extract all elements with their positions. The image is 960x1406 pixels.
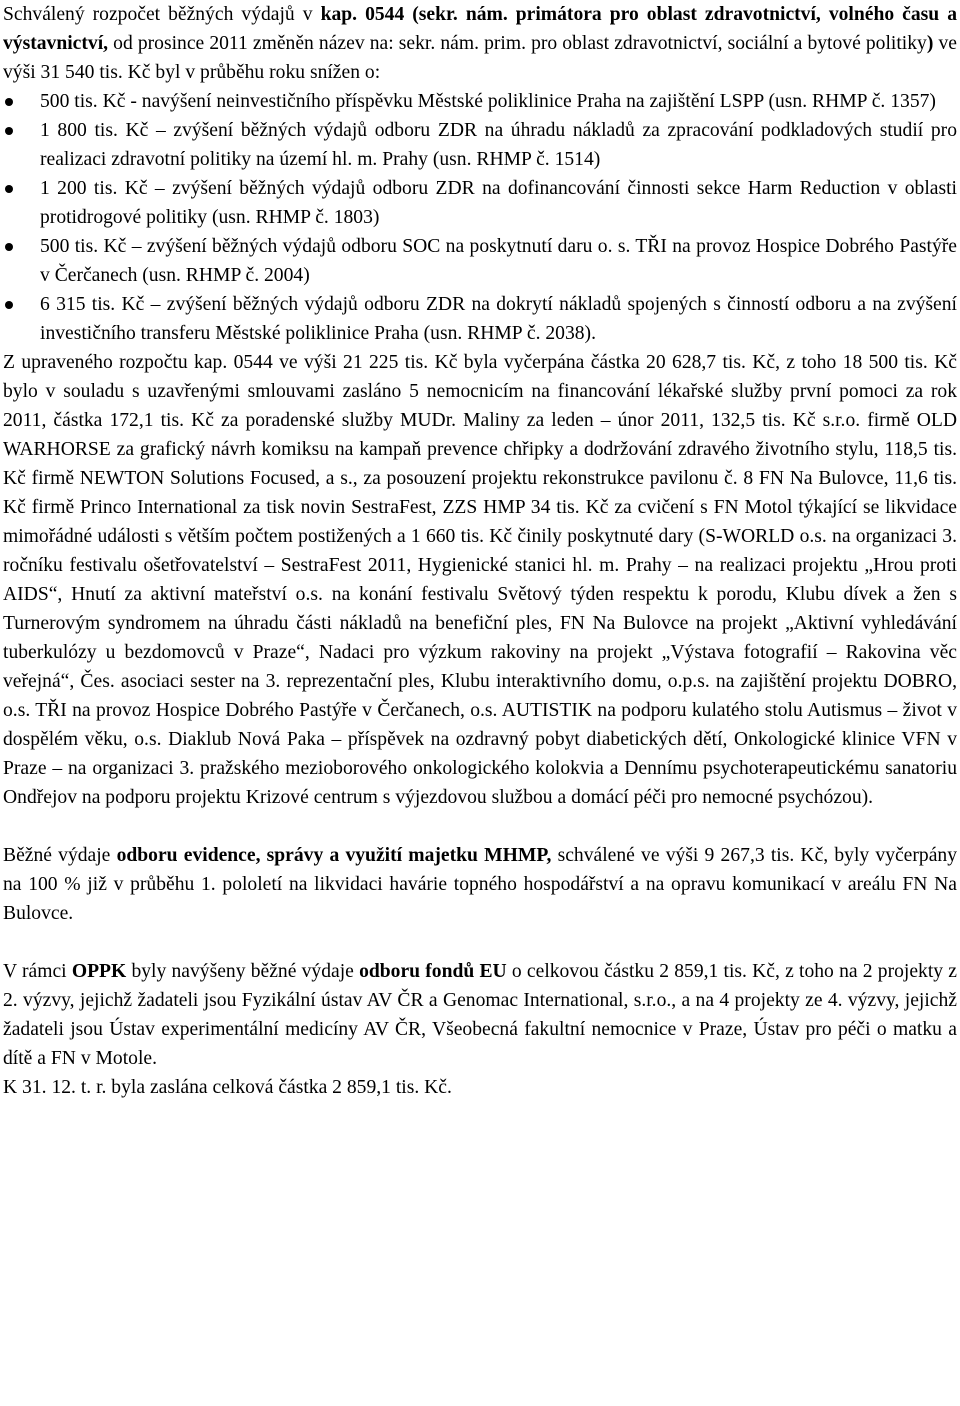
bullet-icon <box>5 127 13 135</box>
list-item-text: 6 315 tis. Kč – zvýšení běžných výdajů odboru ZDR na dokrytí nákladů spojených s činností odboru a na zvýšení investičního transferu Městské poliklinice Praha (usn. RHMP č. 2038). <box>40 294 957 344</box>
intro-bold-chapter: kap. 0544 (sekr. nám. primátora pro oblast zdravotnictví, volného času a výstavnictví, <box>3 4 957 54</box>
intro-text-1: Schválený rozpočet běžných výdajů v <box>3 4 321 25</box>
paragraph-gap <box>3 928 957 957</box>
list-item-text: 500 tis. Kč – zvýšení běžných výdajů odboru SOC na poskytnutí daru o. s. TŘI na provoz Hospice Dobrého Pastýře v Čerčanech (usn. RHMP č. 2004) <box>40 236 957 286</box>
intro-paragraph <box>3 0 957 87</box>
bullet-icon <box>5 243 13 251</box>
list-item <box>3 174 957 232</box>
closing-line: K 31. 12. t. r. byla zaslána celková částka 2 859,1 tis. Kč. <box>3 1077 452 1098</box>
bullet-icon <box>5 185 13 193</box>
para4-text-2: byly navýšeny běžné výdaje <box>126 961 360 982</box>
para4-text-1: V rámci <box>3 961 72 982</box>
list-item <box>3 87 957 116</box>
para3-text-2: schválené ve výši 9 267,3 tis. Kč, byly vyčerpány na 100 % již v průběhu 1. pololetí na likvidaci havárie topného hospodářství a na opravu komunikací v areálu FN Na Bulovce. <box>3 845 957 924</box>
paragraph-gap <box>3 812 957 841</box>
para4-bold-eu-funds: odboru fondů EU <box>359 961 507 982</box>
reduction-list <box>3 87 957 348</box>
spending-paragraph: Z upraveného rozpočtu kap. 0544 ve výši 21 225 tis. Kč byla vyčerpána částka 20 628,7 tis. Kč, z toho 18 500 tis. Kč bylo v souladu s uzavřenými smlouvami zasláno 5 nemocnicím na financování lékařské služby první pomoci za rok 2011, částka 172,1 tis. Kč za poradenské služby MUDr. Maliny za leden – únor 2011, 132,5 tis. Kč s.r.o. firmě OLD WARHORSE za grafický návrh komiksu na kampaň prevence chřipky a dodržování zdravého životního stylu, 118,5 tis. Kč firmě NEWTON Solutions Focused, a s., za posouzení projektu rekonstrukce pavilonu č. 8 FN Na Bulovce, 11,6 tis. Kč firmě Princo International za tisk novin SestraFest, ZZS HMP 34 tis. Kč za cvičení s FN Motol týkající se likvidace mimořádné události s větším počtem postižených a 1 660 tis. Kč činily poskytnuté dary (S-WORLD o.s. na organizaci 3. ročníku festivalu ošetřovatelství – SestraFest 2011, Hygienické stanici hl. m. Prahy – na realizaci projektu „Hrou proti AIDS“, Hnutí za aktivní mateřství o.s. na konání festivalu Světový týden respektu k porodu, Klubu dívek a žen s Turnerovým syndromem na úhradu části nákladů na benefiční ples, FN Na Bulovce na projekt „Aktivní vyhledávání tuberkulózy u bezdomovců v Praze“, Nadaci pro výzkum rakoviny na projekt „Výstava fotografií – Rakovina věc veřejná“, Čes. asociaci sester na 3. reprezentační ples, Klubu interaktivního domu, o.p.s. na zajištění projektu DOBRO, o.s. TŘI na provoz Hospice Dobrého Pastýře v Čerčanech, o.s. AUTISTIK na podporu kulatého stolu Autismus – život v dospělém věku, o.s. Diaklub Nová Paka – příspěvek na ozdravný pobyt diabetických dětí, Onkologické klinice VFN v Praze – na organizaci 3. pražského mezioborového onkologického kolokvia a Dennímu psychoterapeutickému sanatoriu Ondřejov na podporu projektu Krizové centrum s výjezdovou službou a domácí péči pro nemocné psychózou). <box>3 352 957 808</box>
intro-text-3: ve výši 31 540 tis. Kč byl v průběhu roku snížen o: <box>3 33 957 83</box>
list-item-text: 1 800 tis. Kč – zvýšení běžných výdajů odboru ZDR na úhradu nákladů za zpracování podkladových studií pro realizaci zdravotní politiky na území hl. m. Prahy (usn. RHMP č. 1514) <box>40 120 957 170</box>
para4-text-3: o celkovou částku 2 859,1 tis. Kč, z toho na 2 projekty z 2. výzvy, jejichž žadateli jsou Fyzikální ústav AV ČR a Genomac International, s.r.o., a na 4 projekty ze 4. výzvy, jejichž žadateli jsou Ústav experimentální medicíny AV ČR, Všeobecná fakultní nemocnice v Praze, Ústav pro péči o matku a dítě a FN v Motole. <box>3 961 957 1069</box>
para3-text-1: Běžné výdaje <box>3 845 117 866</box>
oppk-paragraph <box>3 957 957 1073</box>
list-item <box>3 116 957 174</box>
list-item-text: 1 200 tis. Kč – zvýšení běžných výdajů odboru ZDR na dofinancování činnosti sekce Harm Reduction v oblasti protidrogové politiky (usn. RHMP č. 1803) <box>40 178 957 228</box>
intro-text-2: od prosince 2011 změněn název na: sekr. nám. prim. pro oblast zdravotnictví, sociální a bytové politiky <box>108 33 927 54</box>
list-item <box>3 232 957 290</box>
para3-bold-department: odboru evidence, správy a využití majetku MHMP, <box>116 845 552 866</box>
list-item <box>3 290 957 348</box>
para4-bold-oppk: OPPK <box>71 961 127 982</box>
list-item-text: 500 tis. Kč - navýšení neinvestičního příspěvku Městské poliklinice Praha na zajištění LSPP (usn. RHMP č. 1357) <box>40 91 936 112</box>
bullet-icon <box>5 98 13 106</box>
bullet-icon <box>5 301 13 309</box>
intro-bold-paren: ) <box>926 33 934 54</box>
property-department-paragraph <box>3 841 957 928</box>
